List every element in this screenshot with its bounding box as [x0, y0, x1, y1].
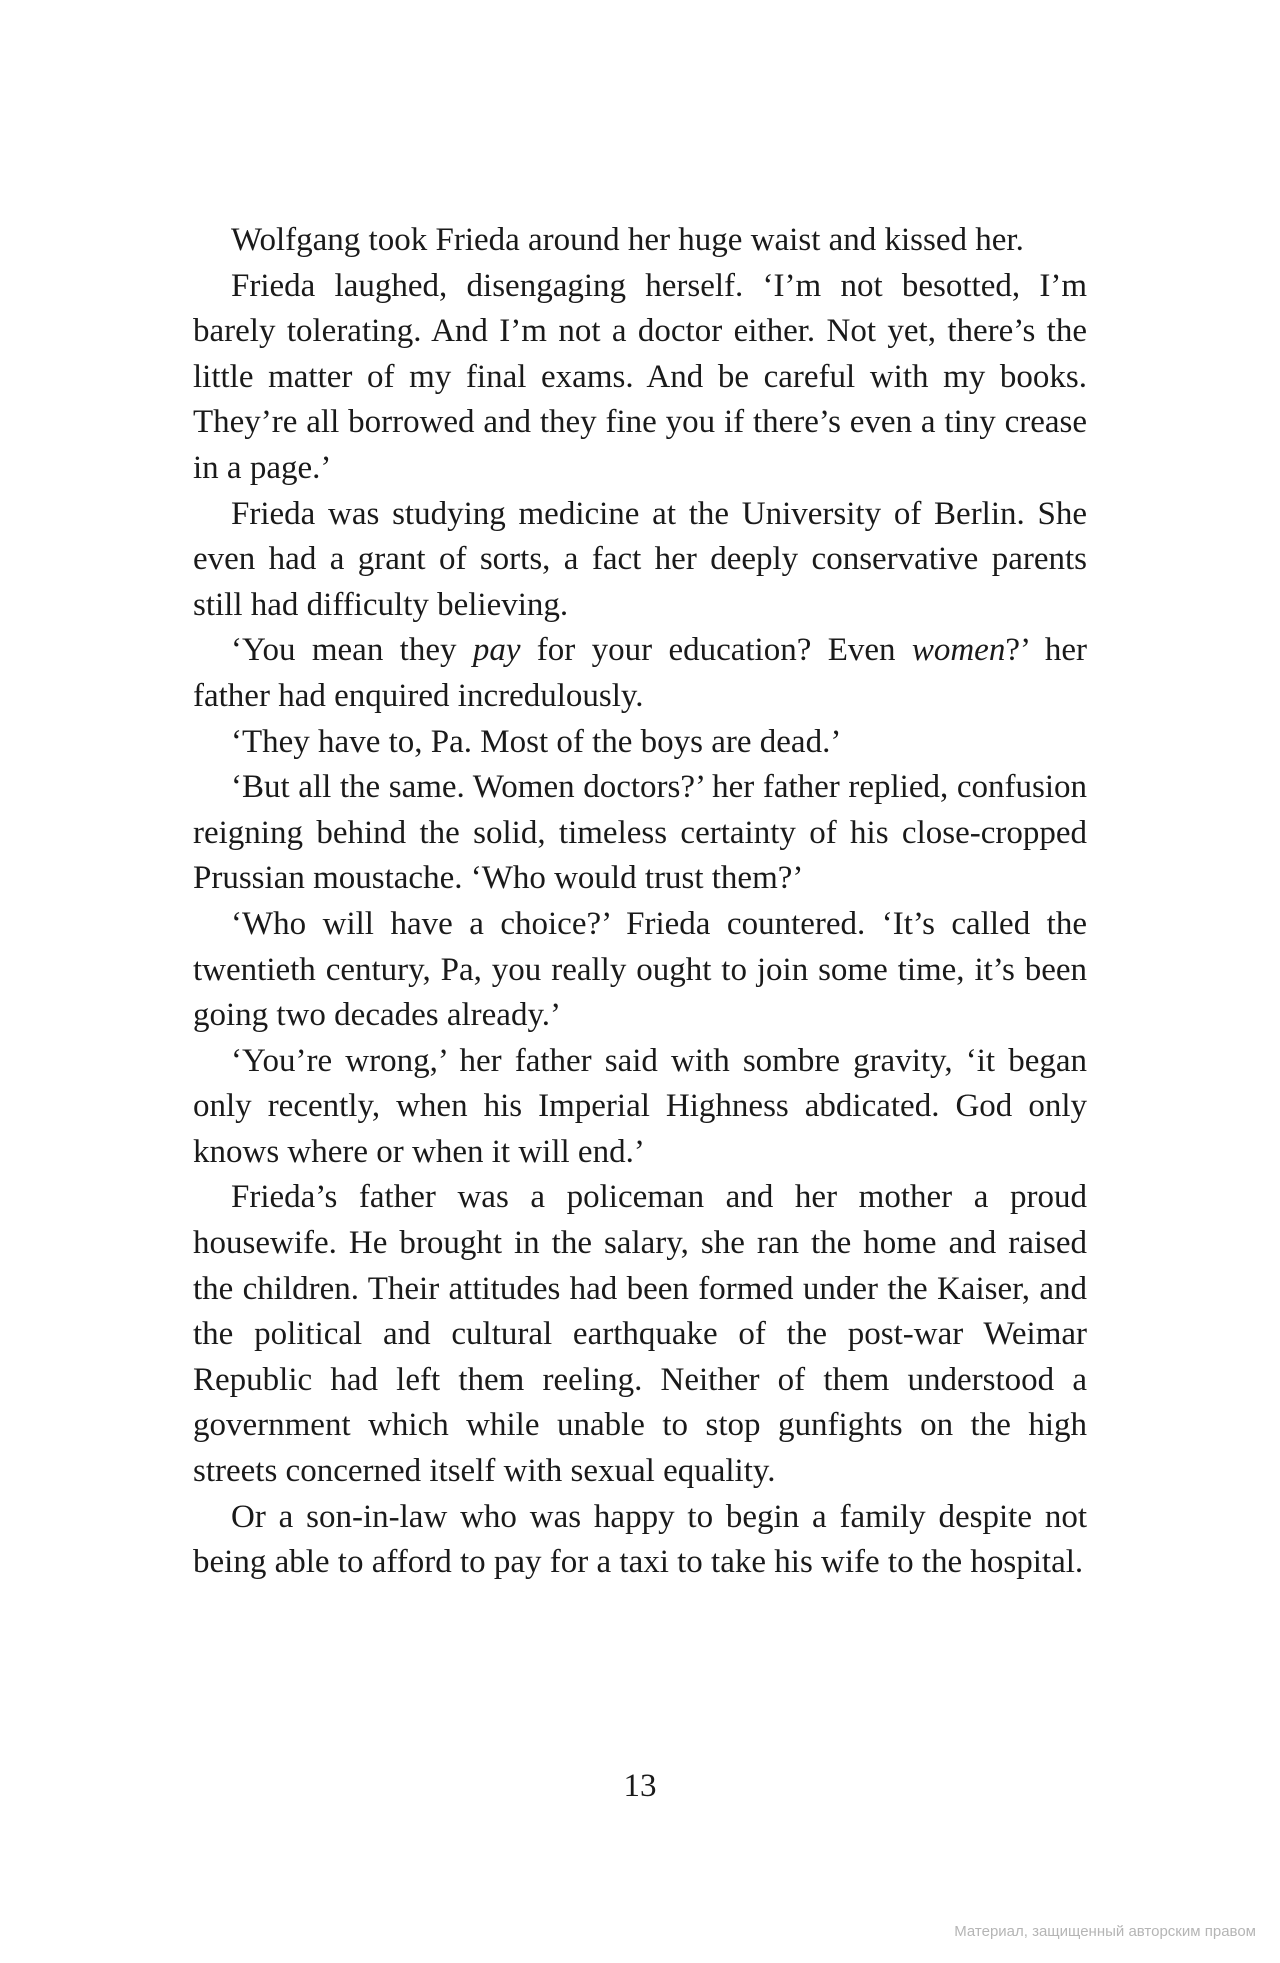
paragraph	[193, 264, 1087, 492]
paragraph	[193, 1495, 1087, 1586]
paragraph	[193, 492, 1087, 629]
body-text	[193, 218, 1087, 1586]
paragraph	[193, 628, 1087, 719]
italic-text: women	[911, 632, 1006, 669]
paragraph	[193, 720, 1087, 766]
text-run: ‘But all the same. Women doctors?’ her father replied, confusion reigning behind the solid, timeless certainty of his close-cropped Prussian moustache. ‘Who would trust them?’	[193, 769, 1087, 897]
text-run: Wolfgang took Frieda around her huge waist and kissed her.	[231, 222, 1024, 258]
text-run: ?’ her father had enquired incredulously.	[193, 632, 1088, 714]
italic-text: pay	[472, 632, 521, 669]
text-run: Or a son-in-law who was happy to begin a family despite not being able to afford to pay for a taxi to take his wife to the hospital.	[193, 1498, 1087, 1581]
text-run: ‘They have to, Pa. Most of the boys are dead.’	[231, 723, 842, 760]
text-run: Frieda’s father was a policeman and her mother a proud housewife. He brought in the salary, she ran the home and raised the children. Their attitudes had been formed under the Kaiser, and the political and cultural earthquake of the post-war Weimar Republic had left them reeling. Neither of them understood a government which while unable to stop gunfights on the high streets concerned itself with sexual equality.	[193, 1179, 1087, 1490]
paragraph	[193, 1175, 1087, 1494]
page-number: 13	[623, 1768, 657, 1804]
paragraph	[193, 902, 1087, 1039]
text-run: ‘You mean they	[231, 632, 473, 669]
copyright-watermark: Материал, защищенный авторским правом	[954, 1923, 1256, 1940]
text-run: for your education? Even	[520, 632, 912, 669]
text-run: Frieda laughed, disengaging herself. ‘I’m not besotted, I’m barely tolerating. And I’m not a doctor either. Not yet, there’s the little matter of my final exams. And be careful with my books. They’re all borrowed and they fine you if there’s even a tiny crease in a page.’	[193, 267, 1087, 486]
paragraph	[193, 765, 1087, 902]
paragraph	[193, 218, 1087, 264]
paragraph	[193, 1039, 1087, 1176]
text-run: ‘Who will have a choice?’ Frieda countered. ‘It’s called the twentieth century, Pa, you really ought to join some time, it’s been going two decades already.’	[193, 905, 1087, 1034]
text-run: Frieda was studying medicine at the University of Berlin. She even had a grant of sorts, a fact her deeply conservative parents still had difficulty believing.	[193, 495, 1087, 623]
text-run: ‘You’re wrong,’ her father said with sombre gravity, ‘it began only recently, when his Imperial Highness abdicated. God only knows where or when it will end.’	[193, 1042, 1087, 1170]
